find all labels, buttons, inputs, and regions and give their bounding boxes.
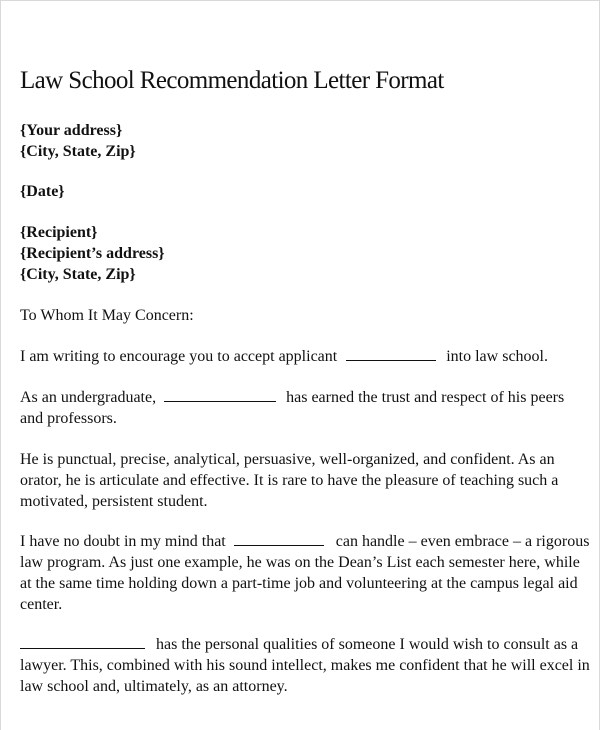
page-border-left (0, 0, 1, 730)
paragraph-5-line-2: lawyer. This, combined with his sound intellect, makes me confident that he will excel in (20, 657, 590, 674)
paragraph-text: has the personal qualities of someone I would wish to consult as a (156, 636, 579, 653)
paragraph-3-line-3: motivated, persistent student. (20, 493, 208, 510)
recipient-city-state-zip: {City, State, Zip} (20, 266, 136, 283)
paragraph-4-line-2: law program. As just one example, he was on the Dean’s List each semester here, while (20, 554, 580, 571)
sender-address: {Your address} (20, 122, 123, 139)
paragraph-5-line-3: law school and, ultimately, as an attorney. (20, 678, 288, 695)
paragraph-4-line-4: center. (20, 596, 63, 613)
applicant-name-blank (20, 635, 145, 649)
sender-city-state-zip: {City, State, Zip} (20, 143, 136, 160)
letter-date: {Date} (20, 183, 65, 200)
paragraph-4-line-3: at the same time holding down a part-time job and volunteering at the campus legal aid (20, 575, 578, 592)
salutation: To Whom It May Concern: (20, 307, 194, 324)
paragraph-text: As an undergraduate, (20, 389, 157, 406)
paragraph-5-line-1 (20, 634, 579, 655)
recipient-name: {Recipient} (20, 224, 98, 241)
paragraph-3-line-2: orator, he is articulate and effective. It is rare to have the pleasure of teaching such a (20, 472, 559, 489)
applicant-name-blank (164, 388, 276, 402)
paragraph-4-line-1 (20, 531, 590, 552)
page-border-top (0, 0, 600, 1)
paragraph-2-line-2: and professors. (20, 410, 117, 427)
paragraph-text: I am writing to encourage you to accept applicant (20, 348, 338, 365)
recipient-address: {Recipient’s address} (20, 245, 165, 262)
paragraph-2-line-1 (20, 387, 565, 408)
applicant-name-blank (234, 532, 324, 546)
paragraph-text: I have no doubt in my mind that (20, 533, 226, 550)
paragraph-text: into law school. (446, 348, 548, 365)
applicant-name-blank (346, 347, 436, 361)
paragraph-3-line-1: He is punctual, precise, analytical, persuasive, well-organized, and confident. As an (20, 451, 555, 468)
paragraph-1-line-1 (20, 346, 548, 367)
page-title: Law School Recommendation Letter Format (20, 67, 444, 94)
paragraph-text: can handle – even embrace – a rigorous (335, 533, 590, 550)
paragraph-text: has earned the trust and respect of his peers (286, 389, 565, 406)
